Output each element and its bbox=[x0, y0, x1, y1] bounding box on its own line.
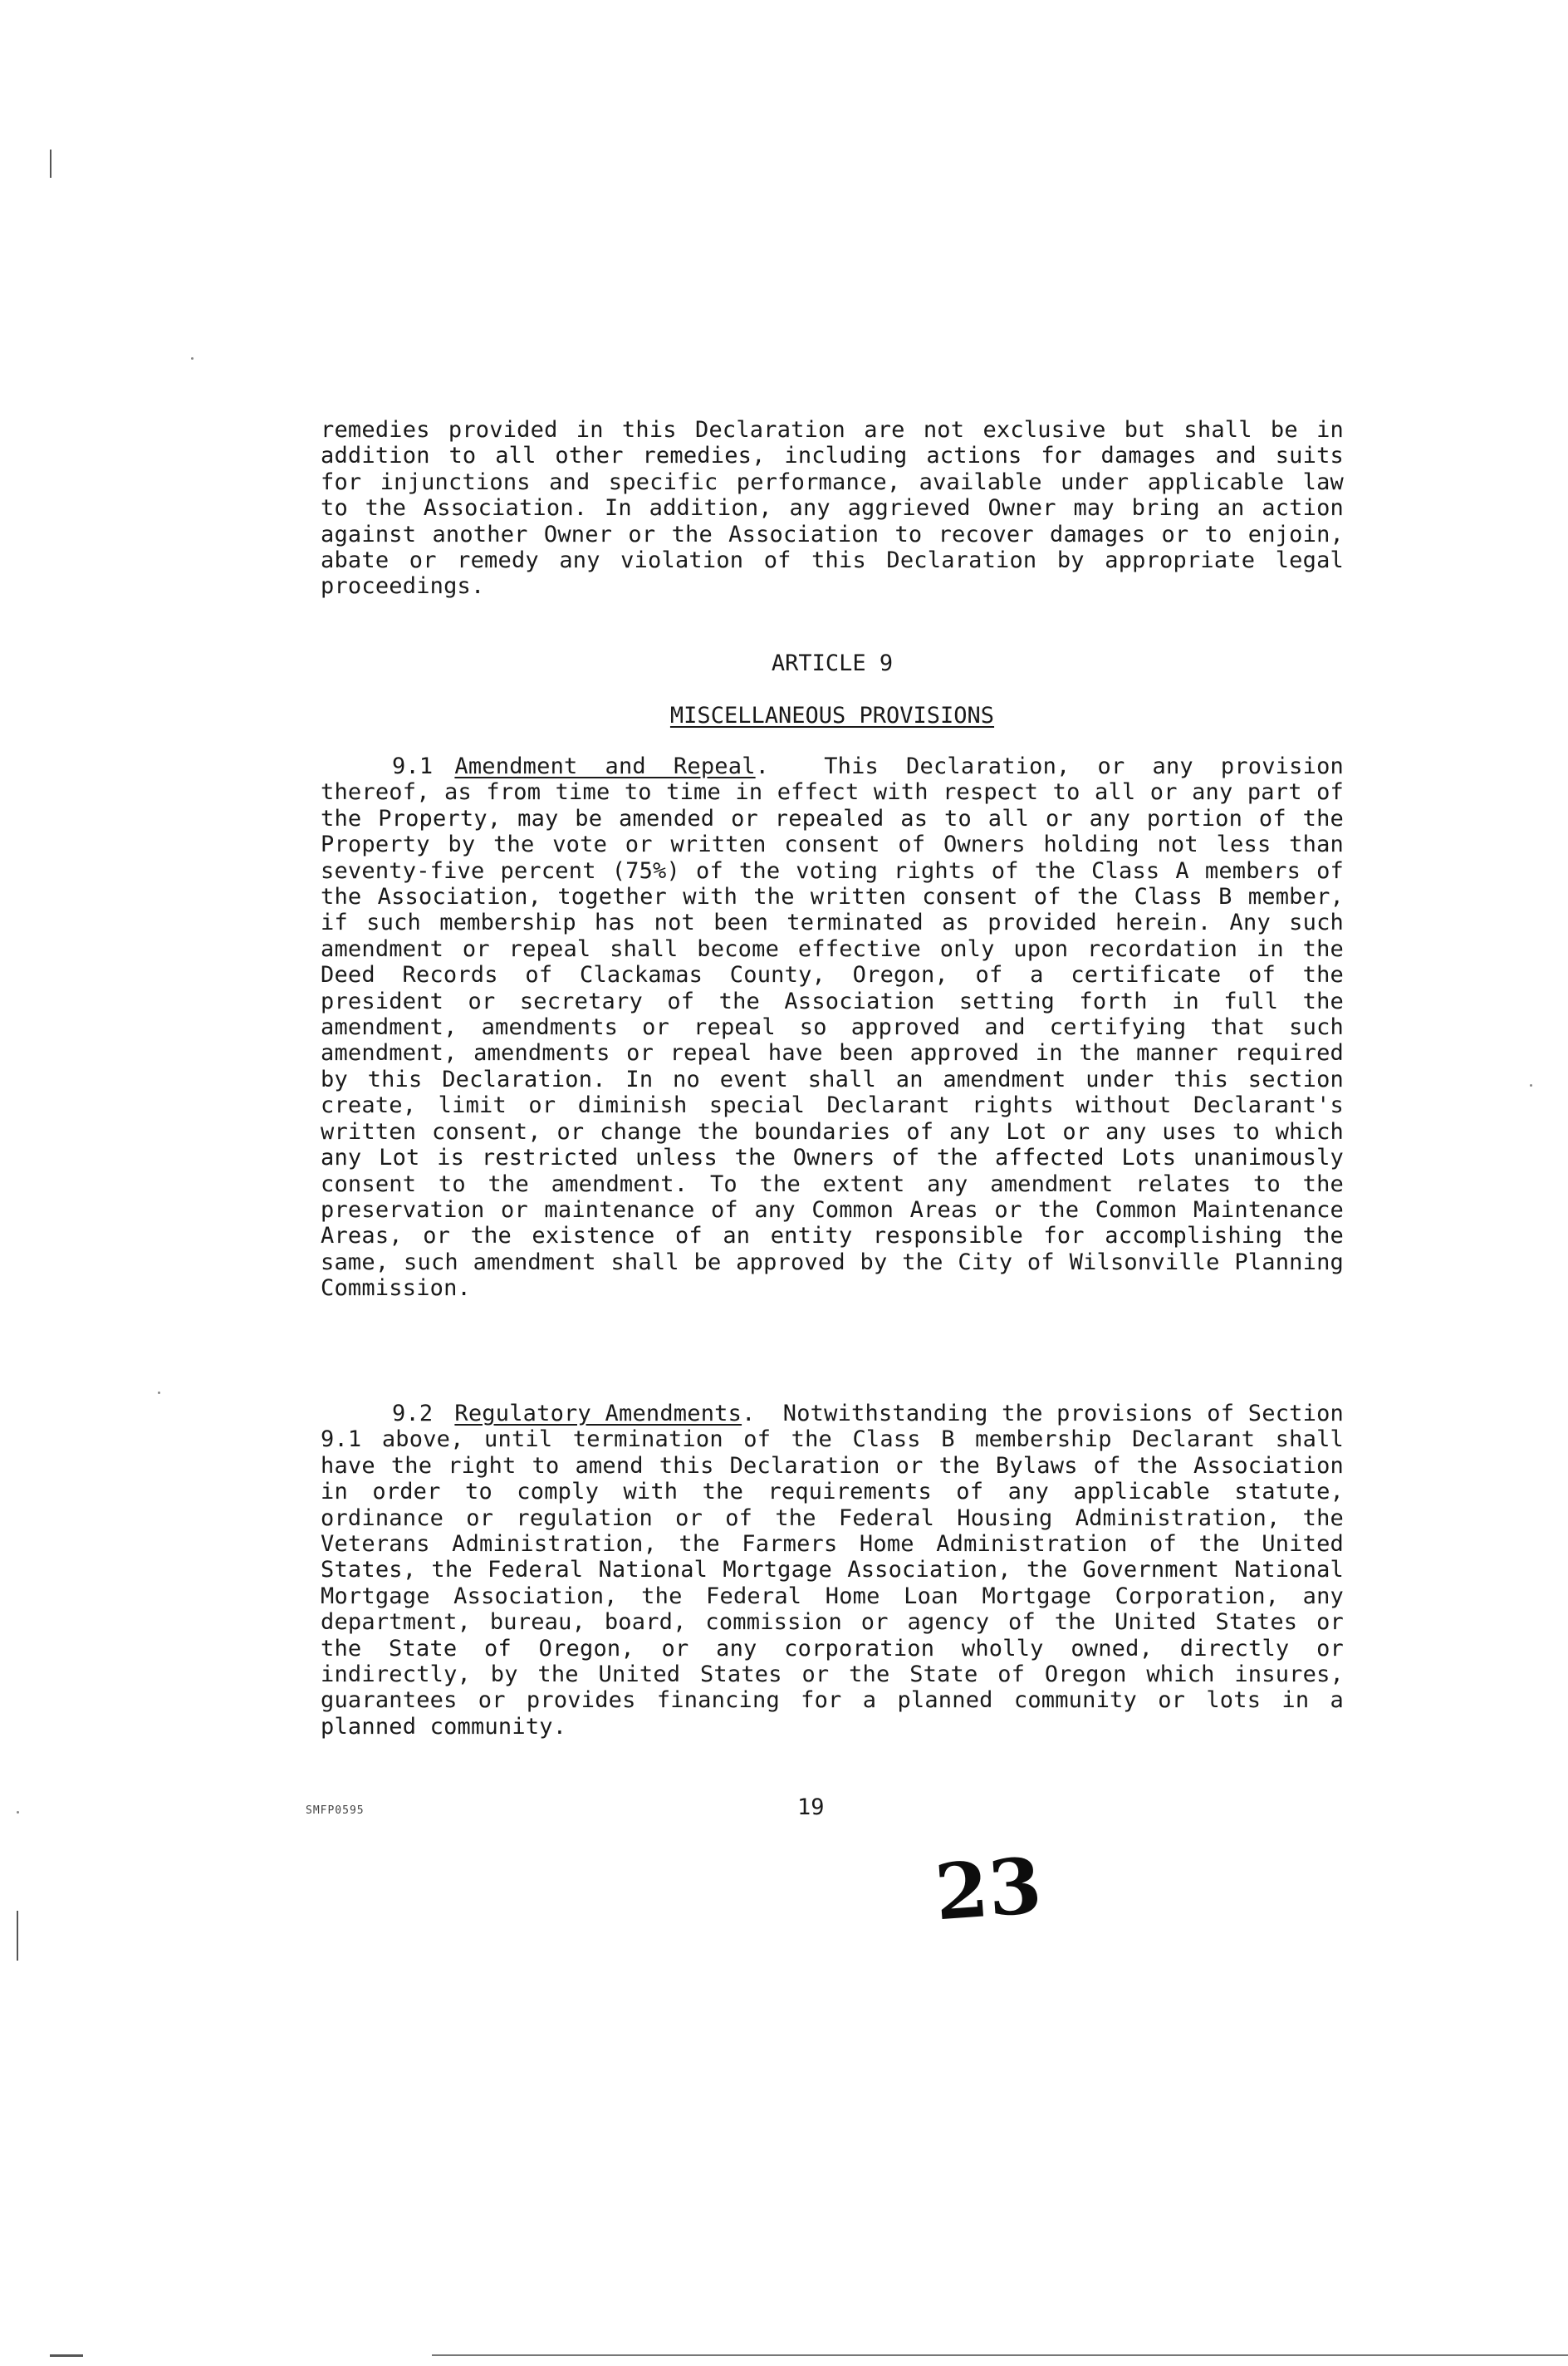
section-text: This Declaration, or any provision thereof, as from time to time in effect with respect to all or any part of the Property, may be amended or repealed as to all or any portion of the Property by the vote or written consent of Owners holding not less than seventy-five percent (75%) of the voting rights of the Class A members of the Association, together with the written consent of the Class B member, if such membership has not been terminated as provided herein. Any such amendment or repeal shall become effective only upon recordation in the Deed Records of Clackamas County, Oregon, of a certificate of the president or secretary of the Association setting forth in full the amendment, amendments or repeal so approved and certifying that such amendment, amendments or repeal have been approved in the manner required by this Declaration. In no event shall an amendment under this section create, limit or diminish special Declarant rights without Declarant's written consent, or change the boundaries of any Lot or any uses to which any Lot is restricted unless the Owners of the affected Lots unanimously consent to the amendment. To the extent any amendment relates to the preservation or maintenance of any Common Areas or the Common Maintenance Areas, or the existence of an entity responsible for accomplishing the same, such amendment shall be approved by the City of Wilsonville Planning Commission. bbox=[321, 753, 1344, 1302]
section-9-1 bbox=[321, 753, 1344, 1302]
scan-dot bbox=[1530, 1084, 1532, 1087]
opening-paragraph: remedies provided in this Declaration are not exclusive but shall be in addition to all other remedies, including actions for damages and suits for injunctions and specific performance, available under applicable law to the Association. In addition, any aggrieved Owner may bring an action against another Owner or the Association to recover damages or to enjoin, abate or remedy any violation of this Declaration by appropriate legal proceedings. bbox=[321, 417, 1344, 600]
section-number: 9.2 bbox=[392, 1401, 434, 1426]
footer-document-code: SMFP0595 bbox=[306, 1804, 365, 1817]
page-number: 19 bbox=[797, 1794, 825, 1820]
section-9-2 bbox=[321, 1401, 1344, 1740]
section-heading: Regulatory Amendments bbox=[454, 1401, 742, 1426]
article-subtitle-text: MISCELLANEOUS PROVISIONS bbox=[669, 703, 995, 729]
scan-dot bbox=[158, 1392, 160, 1394]
article-subtitle bbox=[321, 703, 1344, 729]
section-heading: Amendment and Repeal bbox=[454, 753, 756, 779]
heading-period: . bbox=[755, 753, 825, 779]
section-number: 9.1 bbox=[392, 753, 434, 779]
scan-artifact-bottom-line bbox=[432, 2354, 1568, 2356]
handwritten-page-number: 23 bbox=[932, 1840, 1045, 1938]
scan-artifact-left-lower bbox=[17, 1911, 18, 1961]
scan-artifact-bottom-left bbox=[50, 2354, 83, 2357]
scan-dot bbox=[17, 1811, 19, 1814]
scan-artifact-left bbox=[50, 150, 51, 178]
section-text: Notwithstanding the provisions of Section 9.1 above, until termination of the Class B membership Declarant shall have the right to amend this Declaration or the Bylaws of the Association in order to comply with the requirements of any applicable statute, ordinance or regulation or of the Federal Housing Administration, the Veterans Administration, the Farmers Home Administration of the United States, the Federal National Mortgage Association, the Government National Mortgage Association, the Federal Home Loan Mortgage Corporation, any department, bureau, board, commission or agency of the United States or the State of Oregon, or any corporation wholly owned, directly or indirectly, by the United States or the State of Oregon which insures, guarantees or provides financing for a planned community or lots in a planned community. bbox=[321, 1401, 1344, 1740]
heading-period: . bbox=[742, 1401, 783, 1426]
scan-dot bbox=[191, 357, 194, 360]
article-title: ARTICLE 9 bbox=[771, 650, 894, 676]
